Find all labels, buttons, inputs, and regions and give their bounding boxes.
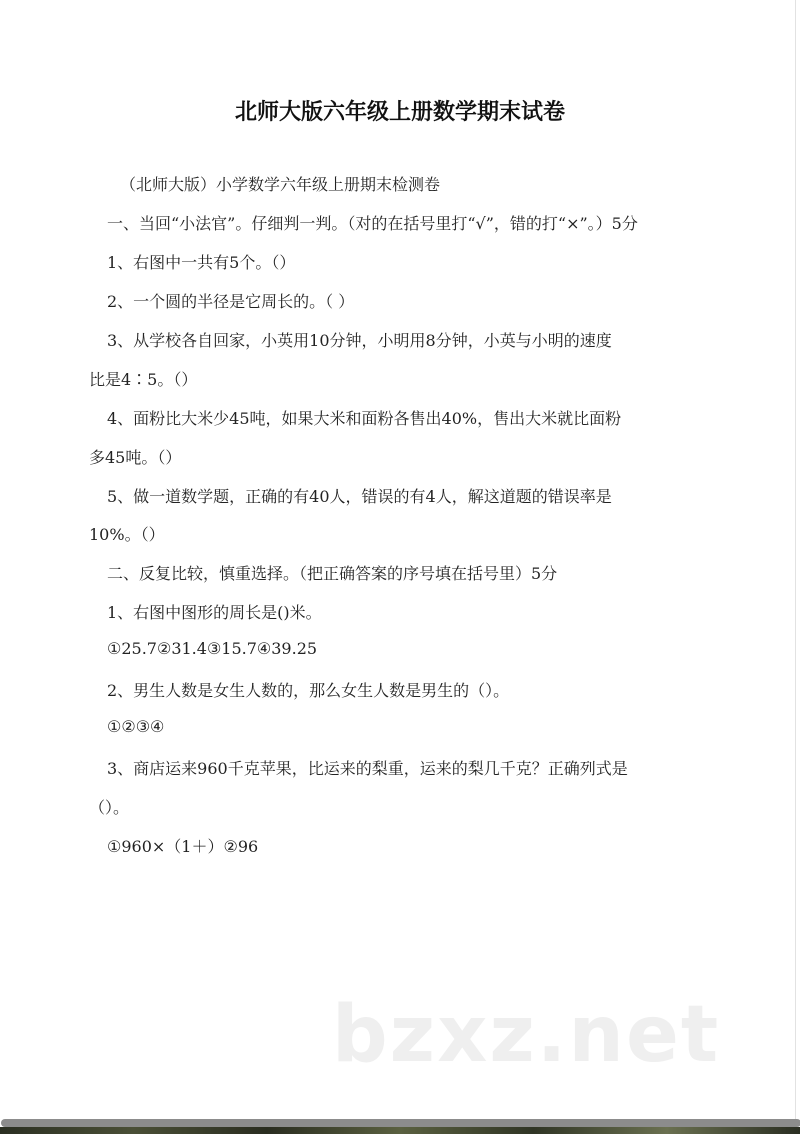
question: 2、男生人数是女生人数的，那么女生人数是男生的（）。 [107,681,510,700]
question: 2、一个圆的半径是它周长的。（ ） [107,292,355,311]
question: 1、右图中一共有5个。（） [107,253,296,272]
question: 5、做一道数学题，正确的有40人，错误的有4人，解这道题的错误率是 [107,487,612,506]
question: 3、商店运来960千克苹果，比运来的梨重，运来的梨几千克？正确列式是 [107,759,628,778]
answer-options: ①25.7②31.4③15.7④39.25 [107,639,318,658]
question: 3、从学校各自回家，小英用10分钟，小明用8分钟，小英与小明的速度 [107,331,612,350]
section-heading: 一、当回“小法官”。仔细判一判。（对的在括号里打“√”，错的打“×”。）5分 [107,214,638,233]
section-heading: 二、反复比较，慎重选择。（把正确答案的序号填在括号里）5分 [107,564,558,583]
question-continued: 多45吨。（） [89,448,182,467]
page-title: 北师大版六年级上册数学期末试卷 [234,100,565,125]
horizontal-scrollbar[interactable] [1,1119,800,1127]
question: 1、右图中图形的周长是()米。 [107,603,322,622]
question: 4、面粉比大米少45吨，如果大米和面粉各售出40%，售出大米就比面粉 [107,409,622,428]
watermark: bzxz.net [331,990,721,1080]
subtitle: （北师大版）小学数学六年级上册期末检测卷 [120,175,441,194]
answer-options: ①960×（1＋）②96 [107,837,259,856]
answer-options: ①②③④ [107,717,165,736]
background-image-strip [0,1127,800,1134]
question-continued: （）。 [89,798,130,817]
question-continued: 比是4∶5。（） [89,370,198,389]
question-continued: 10%。（） [89,525,165,544]
